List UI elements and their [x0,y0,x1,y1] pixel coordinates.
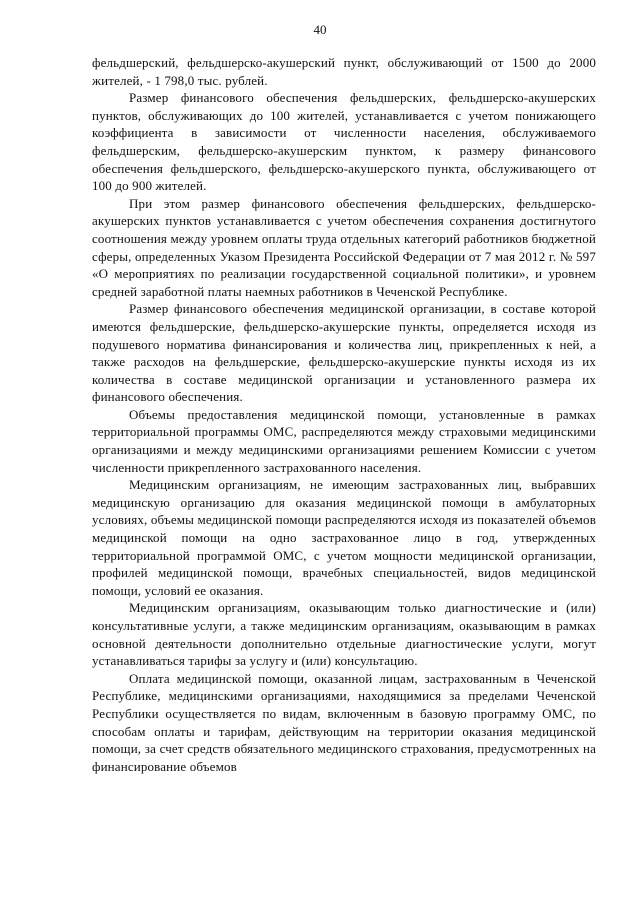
paragraph-organization-financing: Размер финансового обеспечения медицинской организации, в составе которой имеются фельдшерские, фельдшерско-акушерские пункты, определяется исходя из подушевого норматива финансирования и количества лиц, прикрепленных к ней, а также расходов на фельдшерские, фельдшерско-акушерские пункты исходя из их количества в составе медицинской организации и установленного размера их финансового обеспечения. [92,301,596,405]
paragraph-fap-coefficient: Размер финансового обеспечения фельдшерских, фельдшерско-акушерских пунктов, обслуживающих до 100 жителей, устанавливается с учетом понижающего коэффициента в зависимости от численности населения, обслуживаемого фельдшерским, фельдшерско-акушерским пунктом, к размеру финансового обеспечения фельдшерского, фельдшерско-акушерского пункта, обслуживающего от 100 до 900 жителей. [92,90,596,194]
paragraph-salary-ratio: При этом размер финансового обеспечения фельдшерских, фельдшерско-акушерских пунктов устанавливается с учетом обеспечения сохранения достигнутого соотношения между уровнем оплаты труда отдельных категорий работников бюджетной сферы, определенных Указом Президента Российской Федерации от 7 мая 2012 г. № 597 «О мероприятиях по реализации государственной социальной политики», и уровнем средней заработной платы наемных работников в Чеченской Республике. [92,195,596,299]
paragraph-continuation: фельдшерский, фельдшерско-акушерский пункт, обслуживающий от 1500 до 2000 жителей, - 1 798,0 тыс. рублей. [92,55,596,88]
paragraph-no-insured-persons: Медицинским организациям, не имеющим застрахованных лиц, выбравших медицинскую организацию для оказания медицинской помощи в амбулаторных условиях, объемы медицинской помощи распределяются исходя из показателей объемов медицинской помощи на одно застрахованное лицо в год, утвержденных территориальной программой ОМС, с учетом мощности медицинской организации, профилей медицинской помощи, врачебных специальностей, видов медицинской помощи, условий ее оказания. [92,477,596,598]
paragraph-out-of-region-payment: Оплата медицинской помощи, оказанной лицам, застрахованным в Чеченской Республике, медицинскими организациями, находящимися за пределами Чеченской Республики осуществляется по видам, включенным в базовую программу ОМС, по способам оплаты и тарифам, действующим на территории оказания медицинской помощи, за счет средств обязательного медицинского страхования, предусмотренных на финансирование объемов [92,670,596,774]
document-body [92,54,596,775]
paragraph-diagnostic-services: Медицинским организациям, оказывающим только диагностические и (или) консультативные услуги, а также медицинским организациям, оказывающим в рамках основной деятельности дополнительно отдельные диагностические услуги, могут устанавливаться тарифы за услугу и (или) консультацию. [92,600,596,669]
page-number: 40 [313,22,327,37]
paragraph-volume-distribution: Объемы предоставления медицинской помощи, установленные в рамках территориальной программы ОМС, распределяются между страховыми медицинскими организациями и между медицинскими организациями решением Комиссии с учетом численности прикрепленного застрахованного населения. [92,406,596,475]
